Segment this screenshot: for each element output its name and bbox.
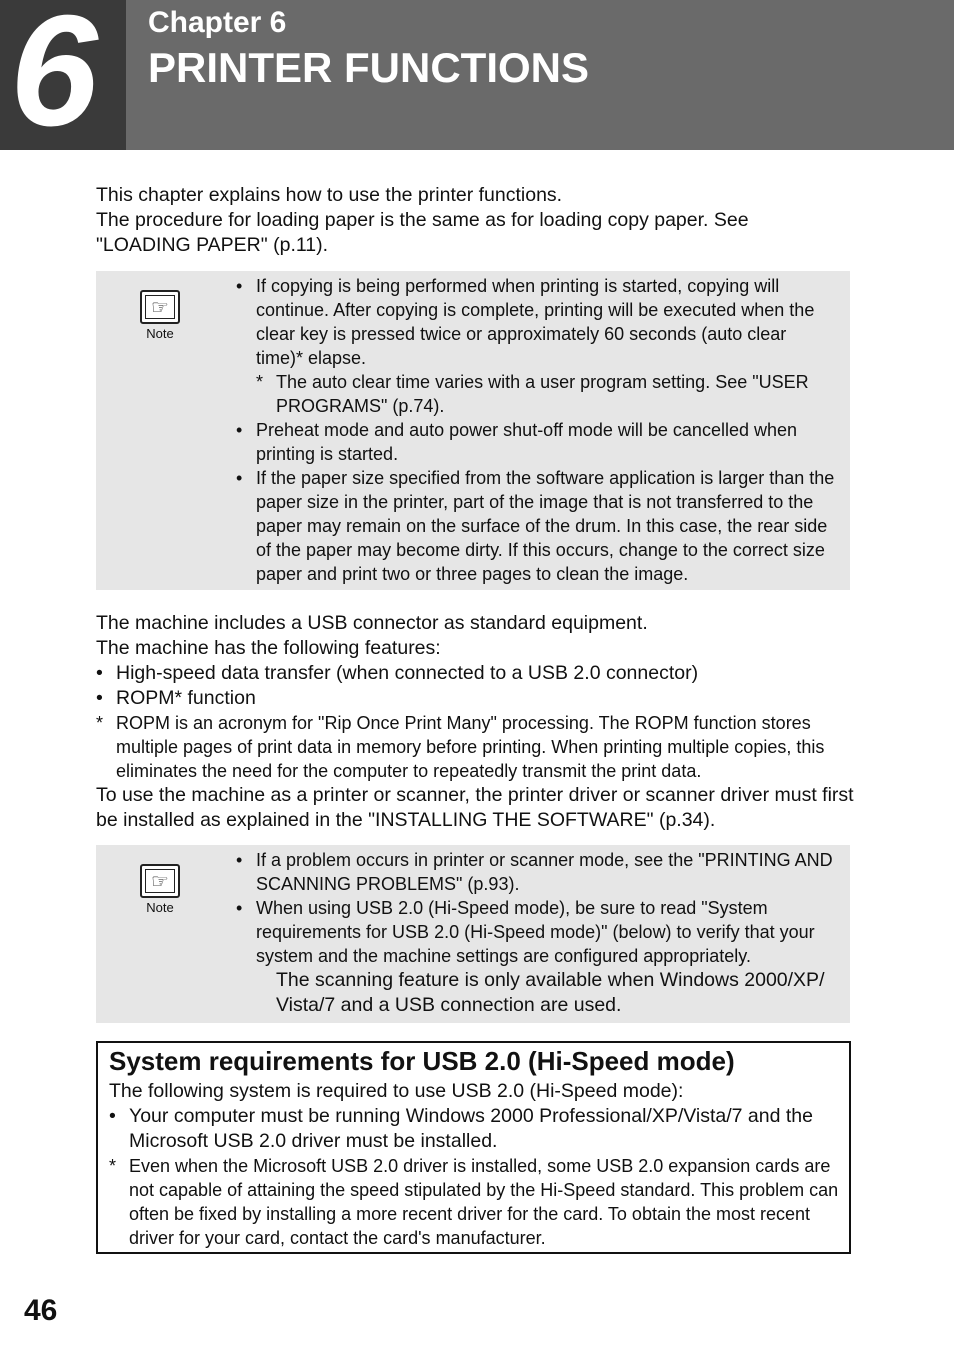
chapter-header: [0, 0, 954, 159]
pointing-hand-icon: ☞: [145, 869, 175, 893]
note-label: Note: [146, 900, 174, 915]
usb-line-2: The machine has the following features:: [96, 637, 441, 659]
note-1-bullet-1: • If copying is being performed when printing is started, copying will continue. After copying is complete, printing will be executed when the clear key is pressed twice or approximately 60 seconds (auto clear time)* elapse.: [236, 276, 815, 368]
usb-feature-2: • ROPM* function: [96, 687, 256, 709]
note-icon: [140, 290, 180, 324]
note-label: Note: [146, 326, 174, 341]
chapter-number-box: [0, 0, 126, 159]
usb-line-1: The machine includes a USB connector as standard equipment.: [96, 612, 648, 634]
note-2-scanning-text: The scanning feature is only available when Windows 2000/XP/ Vista/7 and a USB connection are used.: [276, 969, 825, 1016]
note-box-2: [96, 845, 850, 1023]
intro-line-2: The procedure for loading paper is the same as for loading copy paper. See: [96, 209, 749, 231]
note-icon: [140, 864, 180, 898]
usb-feature-1: • High-speed data transfer (when connected to a USB 2.0 connector): [96, 662, 699, 684]
note-2-bullet-1: • If a problem occurs in printer or scanner mode, see the "PRINTING AND SCANNING PROBLEMS" (p.93).: [236, 850, 833, 894]
page-number: 46: [24, 1294, 58, 1327]
pointing-hand-icon: ☞: [145, 295, 175, 319]
note-1-footnote: * The auto clear time varies with a user program setting. See "USER PROGRAMS" (p.74).: [256, 372, 809, 416]
chapter-title: PRINTER FUNCTIONS: [148, 44, 589, 91]
usb-line-3: To use the machine as a printer or scanner, the printer driver or scanner driver must first be installed as explained in the "INSTALLING THE SOFTWARE" (p.34).: [96, 784, 854, 831]
chapter-label: Chapter 6: [148, 6, 287, 39]
system-requirements-body: [109, 1079, 844, 1250]
note-1-bullet-2: • Preheat mode and auto power shut-off mode will be cancelled when printing is started.: [236, 420, 798, 464]
intro-line-1: This chapter explains how to use the printer functions.: [96, 184, 563, 206]
system-requirements-box: [96, 1041, 851, 1254]
intro-line-3: "LOADING PAPER" (p.11).: [96, 234, 329, 256]
system-requirements-footnote: * Even when the Microsoft USB 2.0 driver is installed, some USB 2.0 expansion cards are not capable of attaining the speed stipulated by the Hi-Speed standard. This problem can often be fixed by installing a more recent driver for the card. To obtain the most recent driver for your card, contact the card's manufacturer.: [109, 1156, 839, 1248]
system-requirements-title: System requirements for USB 2.0 (Hi-Speed mode): [109, 1046, 735, 1076]
system-requirements-intro: The following system is required to use USB 2.0 (Hi-Speed mode):: [109, 1080, 684, 1102]
note-2-bullet-2: • When using USB 2.0 (Hi-Speed mode), be sure to read "System requirements for USB 2.0 (Hi-Speed mode)" (below) to verify that your system and the machine settings are configured appropriately.: [236, 898, 815, 966]
chapter-number: 6: [10, 0, 98, 159]
note-1-list: [236, 274, 836, 586]
note-2-list: [236, 848, 848, 1018]
usb-feature-list: [96, 661, 856, 833]
note-1-bullet-3: • If the paper size specified from the software application is larger than the paper size in the printer, part of the image that is not transferred to the paper may remain on the surface of the drum. In this case, the rear side of the paper may become dirty. If this occurs, change to the correct size paper and print two or three pages to clean the image.: [236, 468, 835, 584]
system-requirements-bullet: • Your computer must be running Windows 2000 Professional/XP/Vista/7 and the Microsoft USB 2.0 driver must be installed.: [109, 1105, 813, 1152]
note-box-1: [96, 271, 850, 590]
ropm-footnote: * ROPM is an acronym for "Rip Once Print Many" processing. The ROPM function stores multiple pages of print data in memory before printing. When printing multiple copies, this eliminates the need for the computer to repeatedly transmit the print data.: [96, 713, 825, 781]
